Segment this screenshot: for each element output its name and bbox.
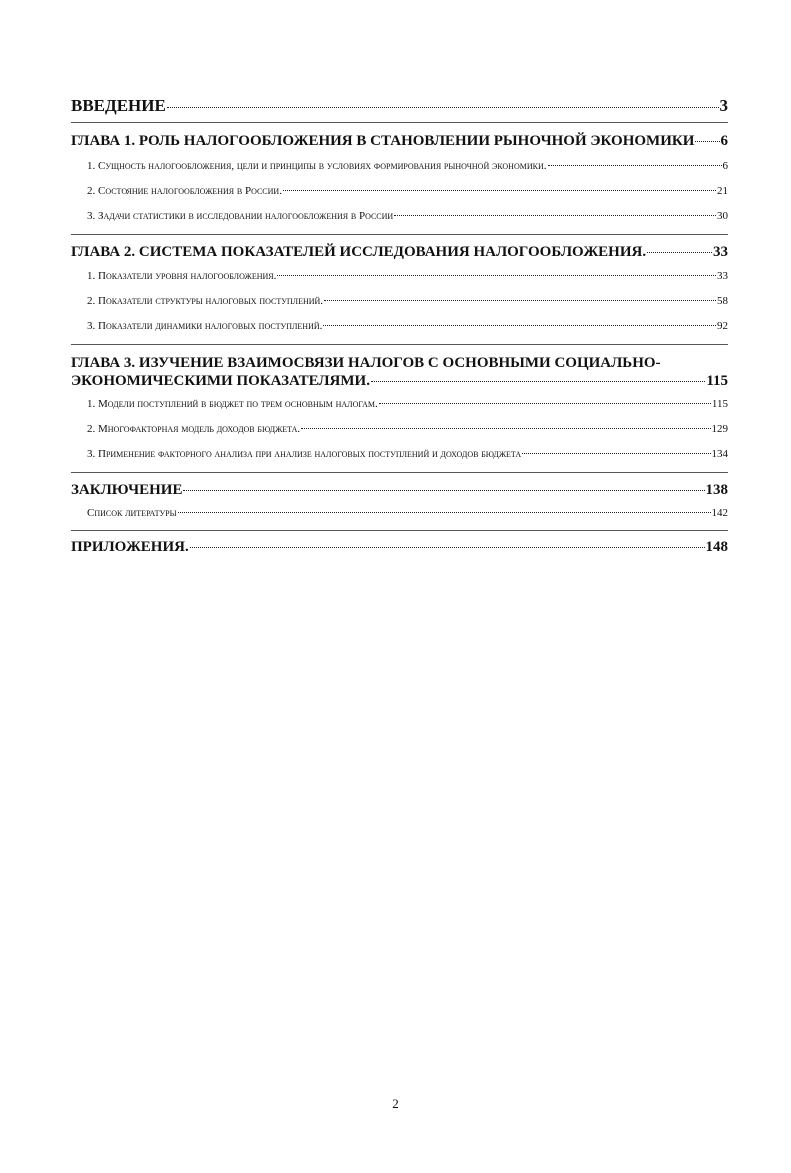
toc-section [87,423,728,446]
dot-leader [379,403,711,404]
toc-title: 1. Показатели уровня налогообложения. [87,270,277,282]
toc-page: 129 [711,423,728,435]
divider [71,344,728,345]
toc-page: 115 [706,373,728,389]
toc-page: 142 [711,507,728,519]
toc-entry-appendix [71,539,728,556]
dot-leader [522,453,710,454]
toc-section-bibliography [87,507,728,530]
dot-leader [277,275,716,276]
toc-page: 30 [717,210,728,222]
toc-page: 58 [717,295,728,307]
toc-title: 2. Состояние налогообложения в России. [87,185,282,197]
toc-title: 2. Многофакторная модель доходов бюджета. [87,423,301,435]
toc-page: 115 [711,398,728,410]
toc-title: 2. Показатели структуры налоговых поступлений. [87,295,324,307]
toc-section [87,185,728,208]
toc-page: 134 [711,448,728,460]
toc-title: ЗАКЛЮЧЕНИЕ [71,482,183,498]
divider [71,122,728,123]
divider [71,234,728,235]
toc-entry-conclusion [71,482,728,499]
toc-entry-chapter-1 [71,133,728,150]
dot-leader [178,512,711,513]
dot-leader [283,190,716,191]
toc-title: Список литературы [87,507,177,519]
dot-leader [394,215,716,216]
page-number: 2 [392,1096,399,1111]
toc-title: 3. Показатели динамики налоговых поступлений. [87,320,323,332]
toc-title: 3. Применение факторного анализа при анализе налоговых поступлений и доходов бюджета [87,448,522,460]
toc-section [87,398,728,421]
toc-section [87,448,728,471]
dot-leader [301,428,710,429]
divider [71,530,728,531]
toc-page: 6 [722,160,728,172]
toc-page: 33 [717,270,728,282]
dot-leader [183,490,704,491]
toc-page: 148 [705,539,728,555]
dot-leader [167,107,719,108]
toc-section [87,270,728,293]
dot-leader [324,300,716,301]
divider [71,472,728,473]
toc-title: 1. Сущность налогообложения, цели и принципы в условиях формирования рыночной экономики. [87,160,547,172]
toc-title: ГЛАВА 2. СИСТЕМА ПОКАЗАТЕЛЕЙ ИССЛЕДОВАНИЯ НАЛОГООБЛОЖЕНИЯ. [71,244,647,260]
toc-title: ПРИЛОЖЕНИЯ. [71,539,189,555]
toc-entry-chapter-3-line1: ГЛАВА 3. ИЗУЧЕНИЕ ВЗАИМОСВЯЗИ НАЛОГОВ С ОСНОВНЫМИ СОЦИАЛЬНО- [71,355,661,371]
toc-entry-intro [71,96,728,118]
toc-section [87,210,728,233]
toc-title: 1. Модели поступлений в бюджет по трем основным налогам. [87,398,378,410]
toc-page: 21 [717,185,728,197]
toc-section [87,320,728,343]
toc-page: 33 [713,244,728,260]
toc-section [87,160,728,183]
toc-entry-chapter-2 [71,244,728,261]
toc-title: 3. Задачи статистики в исследовании налогообложения в России [87,210,394,222]
toc-page: 92 [717,320,728,332]
dot-leader [190,547,705,548]
toc-entry-chapter-3 [71,373,728,390]
toc-page: 138 [705,482,728,498]
dot-leader [371,381,705,382]
dot-leader [323,325,716,326]
dot-leader [695,141,719,142]
toc-title: ЭКОНОМИЧЕСКИМИ ПОКАЗАТЕЛЯМИ. [71,373,370,389]
toc-section [87,295,728,318]
toc-title: ВВЕДЕНИЕ [71,96,166,115]
toc-page: 6 [720,133,728,149]
toc-page: 3 [719,96,728,115]
dot-leader [647,252,712,253]
dot-leader [548,165,722,166]
toc-title: ГЛАВА 1. РОЛЬ НАЛОГООБЛОЖЕНИЯ В СТАНОВЛЕНИИ РЫНОЧНОЙ ЭКОНОМИКИ [71,133,695,149]
